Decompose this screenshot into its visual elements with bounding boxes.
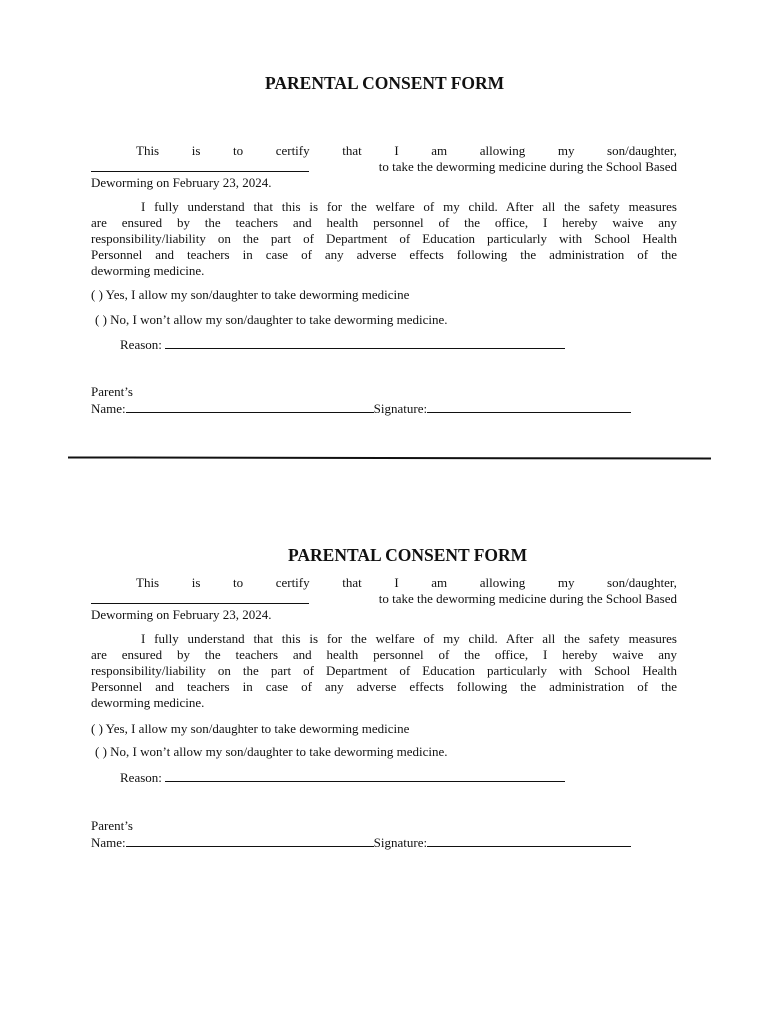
cut-line-divider [68, 456, 711, 459]
form-title: PARENTAL CONSENT FORM [265, 73, 505, 93]
option-yes[interactable]: ( ) Yes, I allow my son/daughter to take deworming medicine [91, 287, 410, 302]
parent-name-blank[interactable] [126, 834, 374, 847]
understand-paragraph [91, 199, 677, 279]
reason-row: Reason: [120, 336, 565, 353]
certify-line-2: to take the deworming medicine during the School Based [91, 591, 677, 607]
child-name-blank[interactable] [91, 159, 309, 172]
option-no[interactable]: ( ) No, I won’t allow my son/daughter to take deworming medicine. [95, 744, 448, 759]
signature-block [91, 384, 631, 416]
certify-paragraph [91, 143, 677, 191]
understand-paragraph [91, 631, 677, 711]
name-signature-row: Name: Signature: [91, 400, 631, 416]
understand-line-3: responsibility/liability on the part of Department of Education particularly with School Health [91, 663, 677, 678]
parent-name-blank[interactable] [126, 400, 374, 413]
understand-line-4: Personnel and teachers in case of any adverse effects following the administration of the [91, 679, 677, 694]
understand-line-2: are ensured by the teachers and health personnel of the office, I hereby waive any [91, 647, 677, 662]
form-title: PARENTAL CONSENT FORM [288, 545, 528, 565]
understand-line-3: responsibility/liability on the part of Department of Education particularly with School Health [91, 231, 677, 246]
name-signature-row: Name: Signature: [91, 834, 631, 850]
understand-line-1: I fully understand that this is for the welfare of my child. After all the safety measures [141, 631, 677, 646]
option-yes[interactable]: ( ) Yes, I allow my son/daughter to take deworming medicine [91, 721, 410, 736]
child-name-blank[interactable] [91, 591, 309, 604]
understand-line-4: Personnel and teachers in case of any adverse effects following the administration of the [91, 247, 677, 262]
certify-line-1: This is to certify that I am allowing my son/daughter, [136, 575, 677, 590]
understand-line-5: deworming medicine. [91, 263, 205, 278]
understand-line-2: are ensured by the teachers and health personnel of the office, I hereby waive any [91, 215, 677, 230]
reason-blank[interactable] [165, 769, 565, 782]
parents-label: Parent’s [91, 384, 133, 399]
certify-paragraph [91, 575, 677, 623]
reason-blank[interactable] [165, 336, 565, 349]
parents-label: Parent’s [91, 818, 133, 833]
certify-line-3: Deworming on February 23, 2024. [91, 607, 272, 622]
option-no[interactable]: ( ) No, I won’t allow my son/daughter to take deworming medicine. [95, 312, 448, 327]
certify-line-1: This is to certify that I am allowing my son/daughter, [136, 143, 677, 158]
reason-row: Reason: [120, 769, 565, 786]
signature-blank[interactable] [427, 400, 631, 413]
certify-line-2: to take the deworming medicine during the School Based [91, 159, 677, 175]
signature-block [91, 818, 631, 850]
understand-line-5: deworming medicine. [91, 695, 205, 710]
certify-line-3: Deworming on February 23, 2024. [91, 175, 272, 190]
signature-blank[interactable] [427, 834, 631, 847]
understand-line-1: I fully understand that this is for the welfare of my child. After all the safety measures [141, 199, 677, 214]
